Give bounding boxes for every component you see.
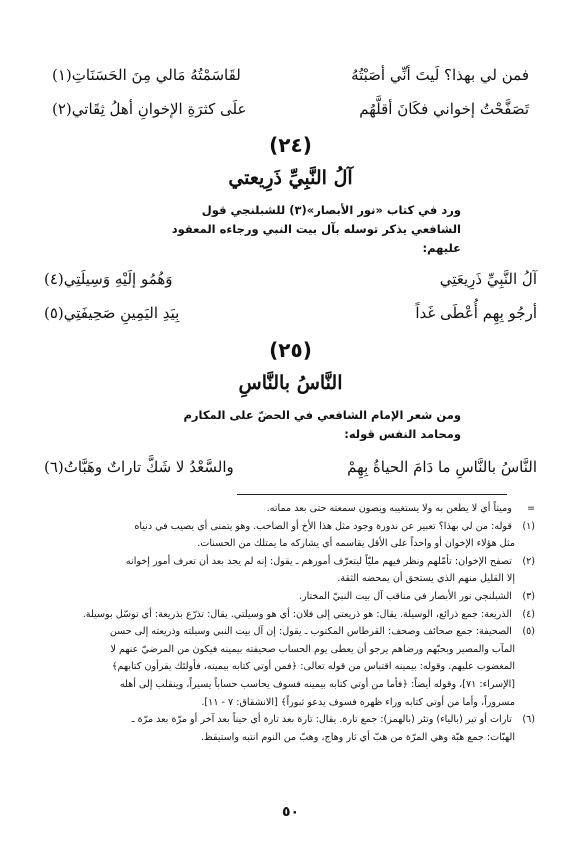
footnote-line bbox=[50, 535, 535, 553]
footnote-line bbox=[50, 623, 535, 641]
verse-second-hemistich: لقَاسَمْتُهُ مَالي مِنَ الحَسَنَاتِ(١) bbox=[52, 66, 241, 84]
footnote-line bbox=[50, 658, 535, 676]
poem-number: (٢٤) bbox=[269, 133, 312, 157]
footnote-line bbox=[50, 570, 535, 588]
footnote-text: مسروراً، وأما من أوتي كتابه وراء ظهره فسوف يدعو ثبوراً﴾ [الانشقاق: ٧ - ١١]. bbox=[201, 696, 515, 708]
verse-second-hemistich: بِيَدِ اليَمِينِ صَحِيفَتِي(٥) bbox=[44, 304, 180, 322]
footnote-line bbox=[50, 729, 535, 747]
verse-line bbox=[44, 458, 537, 476]
intro-line: عليهم: bbox=[422, 241, 461, 255]
footnote-line bbox=[50, 641, 535, 659]
footnote-text: الذريعة: جمع ذرائع، الوسيلة. يقال: هو ذريعتي إلى فلان: أي هو وسيلتي. يقال: تذرّع بذريعة: أي توسّل بوسيلة. bbox=[82, 608, 512, 620]
footnote-text: وميتاً أي لا يطعن به ولا يستغيبه ويصون سمعته حتى بعد مماته. bbox=[266, 503, 512, 514]
poem-title: آلُ النَّبِيِّ ذَرِيعتي bbox=[228, 167, 353, 189]
footnote-number: = bbox=[526, 503, 535, 514]
footnote-line bbox=[50, 518, 535, 536]
footnote-text: الشبلنجي نور الأبصار في مناقب آل بيت النبيّ المختار. bbox=[298, 590, 512, 602]
verse-first-hemistich: النَّاسُ بالنَّاسِ ما دَامَ الحياةُ بِهِمْ bbox=[347, 458, 537, 476]
footnote-text: المآب والمصير وبحبّهم ورضاهم يرجو أن يعطى يوم الحساب صحيفته بيمينه فيكون من المرضيّ عنهم لا bbox=[110, 643, 515, 655]
footnote-text: قوله: من لي بهذا؟ تعبير عن ندورة وجود مثل هذا الأخ أو الصاحب. وهو يتمنى أي يصيب في دنياه bbox=[134, 520, 512, 532]
footnote-line bbox=[50, 711, 535, 729]
intro-line: ورد في كتاب «نور الأبصار»(٣) للشبلنجي قول bbox=[201, 203, 461, 217]
verse-second-hemistich: وَهُمُو إلَيْهِ وَسِيلَتِي(٤) bbox=[44, 270, 173, 288]
verse-second-hemistich: والسَّعْدُ لا شَكَّ تاراتٌ وهَبَّاتُ(٦) bbox=[44, 458, 234, 476]
footnote-text: [الإسراء: ٧١]، وقوله أيضاً: ﴿فأما من أوتي كتابه بيمينه فسوف يحاسب حساباً يسيراً، وينقلب إلى أهله bbox=[119, 678, 515, 690]
footnote-number: (٦) bbox=[522, 714, 535, 726]
intro-line: الشافعي يذكر توسله بآل بيت النبي ورجاءه المعقود bbox=[171, 222, 461, 236]
footnote-text: المغضوب عليهم. وقوله: بيمينه اقتباس من قوله تعالى: ﴿فمن أوتي كتابه بيمينه، فأولئك يقرأون كتابهم﴾ bbox=[111, 661, 515, 673]
footnote-text: الهبّات: جمع هبّة وهي المرّة من هبّ أي ثار وهاج، وهبّ من النوم انتبه واستيقظ. bbox=[200, 731, 515, 743]
footnote-number: (٤) bbox=[522, 608, 535, 620]
footnote-line bbox=[50, 588, 535, 606]
verse-first-hemistich: أرجُو بِهِم أُعْطَى غَداً bbox=[415, 304, 537, 322]
footnote-text: تارات أو تير (بالياء) وتئر (بالهمز): جمع تارة. يقال: تارة بعد تارة أي حيناً بعد آخر أو مرّة بعد مرّة ـ bbox=[131, 714, 512, 726]
poem-intro bbox=[101, 201, 461, 258]
footnotes bbox=[50, 500, 535, 746]
page-number: ٥٠ bbox=[281, 804, 300, 820]
intro-line: ومن شعر الإمام الشافعي في الحضّ على المكارم bbox=[183, 408, 461, 422]
footnote-number: (١) bbox=[522, 520, 535, 532]
footnote-line bbox=[50, 606, 535, 624]
poem-intro bbox=[101, 406, 461, 444]
footnote-text: الصحيفة: جمع صحائف وصحف: القرطاس المكتوب ـ يقول: إن آل بيت النبي وسيلته وذريعته إلى حسن bbox=[109, 626, 512, 638]
footnote-separator bbox=[237, 494, 507, 495]
footnote-line bbox=[50, 500, 535, 518]
footnote-number: (٢) bbox=[522, 555, 535, 567]
poem-number: (٢٥) bbox=[269, 338, 312, 362]
verse-line bbox=[52, 100, 529, 118]
verse-first-hemistich: تَصَفَّحْتُ إخواني فكَانَ أقلَّهُم bbox=[359, 100, 529, 118]
verse-line bbox=[52, 66, 529, 84]
footnote-number: (٥) bbox=[522, 626, 535, 638]
footnote-number: (٣) bbox=[522, 590, 535, 602]
verse-second-hemistich: علَى كثرَةِ الإخوانِ أهلُ ثِقَاتي(٢) bbox=[52, 100, 247, 118]
footnote-line bbox=[50, 553, 535, 571]
verse-first-hemistich: فمن لي بهذا؟ لَيتَ أنِّي أصَبْتُهُ bbox=[351, 66, 529, 84]
footnote-text: إلا القليل منهم الذي يستحق أن يمحضه الثقة. bbox=[337, 573, 515, 585]
verse-line bbox=[44, 304, 537, 322]
footnote-text: تصفح الإخوان: تأمّلهم ونظر فيهم مليّاً ليتعرّف أمورهم ـ يقول: إنه لم يجد بعد أن تعرف أمور إخوانه bbox=[125, 555, 512, 567]
footnote-line bbox=[50, 676, 535, 694]
poem-title: النَّاسُ بالنَّاسِ bbox=[238, 372, 343, 394]
intro-line: ومحامد النفس قوله: bbox=[344, 427, 461, 441]
footnote-text: مثل هؤلاء الإخوان أو واحداً على الأقل يقاسمه أي يشاركه ما يمتلك من الحسنات. bbox=[197, 538, 515, 550]
verse-line bbox=[44, 270, 537, 288]
verse-first-hemistich: آلُ النَّبِيِّ ذَرِيعَتِي bbox=[439, 270, 537, 288]
footnote-line bbox=[50, 694, 535, 712]
